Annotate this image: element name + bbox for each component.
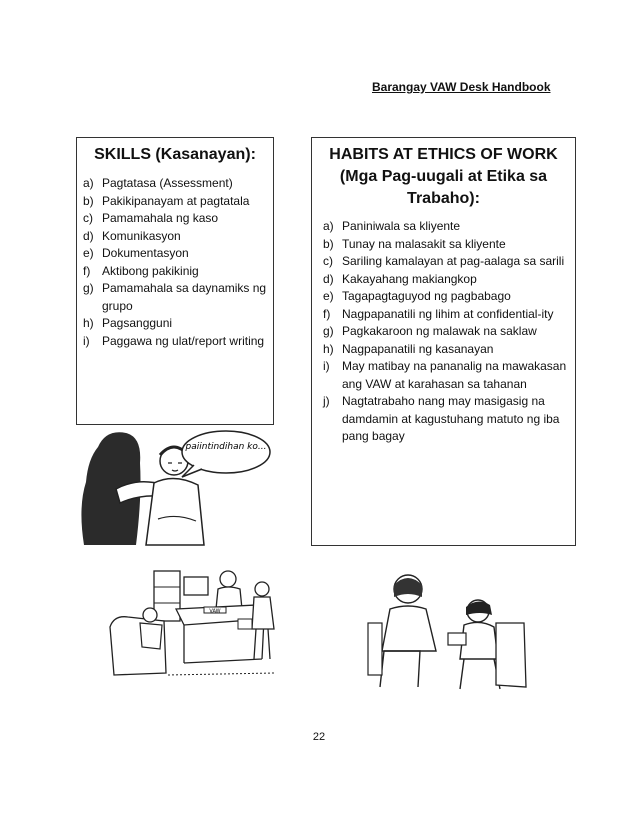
list-item-text: Pamamahala ng kaso (102, 211, 219, 225)
page-number: 22 (312, 731, 326, 743)
list-marker: h) (323, 341, 334, 356)
list-item (77, 263, 273, 281)
list-marker: f) (323, 306, 331, 321)
list-item (77, 210, 273, 228)
list-marker: g) (83, 281, 94, 295)
list-item-text: Pagkakaroon ng malawak na saklaw (342, 324, 537, 338)
list-item-text: Tagapagtaguyod ng pagbabago (342, 289, 511, 303)
list-marker: e) (83, 246, 94, 260)
list-item (312, 341, 575, 359)
list-item (312, 393, 575, 446)
list-item (312, 358, 575, 393)
list-marker: e) (323, 289, 334, 303)
speech-bubble-text: paiintindihan ko... (185, 442, 267, 452)
list-marker: a) (323, 219, 334, 233)
list-item-text: Nagpapanatili ng lihim at confidential-ity (342, 306, 554, 321)
list-item (77, 333, 273, 351)
list-item (312, 271, 575, 289)
list-item (312, 236, 575, 254)
habits-heading: HABITS AT ETHICS OF WORK (Mga Pag-uugali at Etika sa Trabaho): (329, 146, 558, 207)
list-marker: b) (83, 193, 94, 208)
list-marker: i) (323, 359, 330, 373)
list-item-text: Pamamahala sa daynamiks ng grupo (102, 281, 267, 313)
list-marker: h) (83, 316, 94, 330)
list-item (77, 315, 273, 333)
list-item (77, 175, 273, 193)
list-marker: d) (83, 228, 94, 243)
list-marker: f) (83, 263, 91, 278)
list-item-text: Paniniwala sa kliyente (342, 219, 461, 233)
office-desk-illustration (104, 563, 290, 687)
list-marker: c) (83, 211, 93, 225)
list-item-text: Kakayahang makiangkop (342, 271, 477, 286)
list-marker: b) (323, 236, 334, 251)
list-marker: i) (83, 333, 90, 348)
list-marker: j) (323, 394, 330, 408)
list-item (77, 245, 273, 263)
list-item (77, 228, 273, 246)
list-item (77, 280, 273, 315)
list-item (77, 193, 273, 211)
list-item-text: Sariling kamalayan at pag-aalaga sa sarili (342, 254, 565, 268)
list-item-text: Dokumentasyon (102, 246, 189, 260)
list-item (312, 218, 575, 236)
habits-list (312, 218, 575, 446)
desk-sign-text: VAW (209, 608, 221, 615)
list-item-text: Tunay na malasakit sa kliyente (342, 236, 506, 251)
skills-list (77, 175, 273, 350)
list-item-text: Komunikasyon (102, 228, 181, 243)
list-item-text: Pakikipanayam at pagtatala (102, 193, 250, 208)
habits-box (311, 137, 576, 546)
handbook-title: Barangay VAW Desk Handbook (372, 80, 551, 94)
list-item-text: Pagsangguni (102, 316, 173, 330)
list-item-text: Nagpapanatili ng kasanayan (342, 341, 494, 356)
list-item (312, 253, 575, 271)
list-marker: a) (83, 176, 94, 190)
list-item (312, 306, 575, 324)
skills-box (76, 137, 274, 425)
seated-conversation-illustration (356, 567, 536, 695)
list-marker: g) (323, 324, 334, 338)
list-item-text: Pagtatasa (Assessment) (102, 176, 233, 190)
list-item (312, 323, 575, 341)
list-item (312, 288, 575, 306)
list-marker: c) (323, 254, 333, 268)
list-marker: d) (323, 271, 334, 286)
skills-heading: SKILLS (Kasanayan): (94, 146, 256, 163)
list-item-text: Aktibong pakikinig (102, 263, 199, 278)
hugging-women-illustration (76, 427, 276, 547)
list-item-text: Paggawa ng ulat/report writing (102, 333, 265, 348)
list-item-text: Nagtatrabaho nang may masigasig na damdamin at kagustuhang matuto ng iba pang bagay (342, 394, 560, 443)
list-item-text: May matibay na pananalig na mawakasan ang VAW at karahasan sa tahanan (342, 359, 567, 391)
